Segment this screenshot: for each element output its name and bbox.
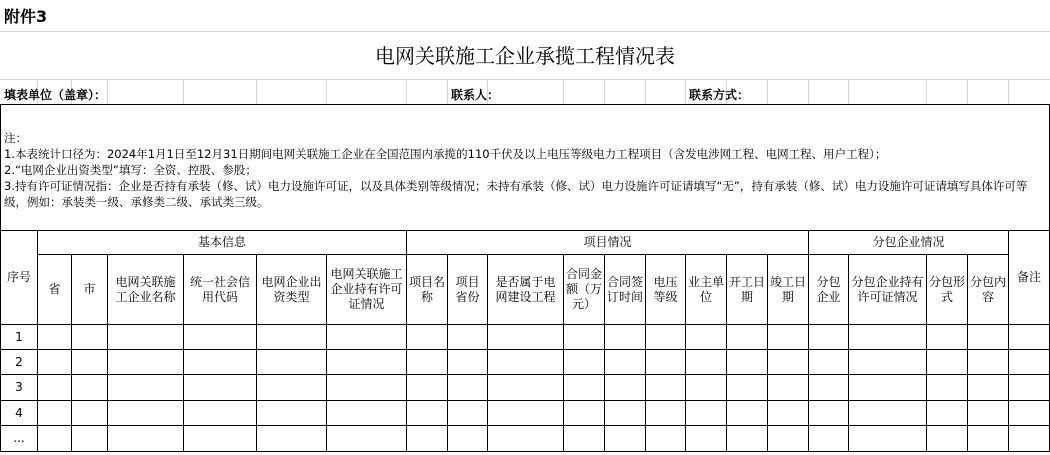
table-row [1,350,1050,375]
col-header: 分包内容 [968,255,1009,325]
table-row [1,426,1050,452]
page-title: 电网关联施工企业承揽工程情况表 [375,44,675,68]
note-item: 3.持有许可证情况指：企业是否持有承装（修、试）电力设施许可证，以及具体类别等级情况；未持有承装（修、试）电力设施许可证请填写“无”，持有承装（修、试）电力设施许可证请填写具体许可等级，例如：承装类一级、承修类二级、承试类三级。 [4,179,1028,209]
attachment-label: 附件3 [4,7,48,26]
contact-method-label: 联系方式： [689,88,750,102]
row-number: ... [1,426,38,452]
col-header: 是否属于电网建设工程 [488,255,564,325]
remarks-header: 备注 [1009,231,1050,325]
col-header: 项目名称 [407,255,448,325]
gridline [808,79,809,104]
col-header: 分包企业持有许可证情况 [849,255,927,325]
col-header: 合同签订时间 [605,255,646,325]
group-project-info: 项目情况 [407,231,809,255]
col-header: 开工日期 [727,255,768,325]
col-header: 项目省份 [448,255,488,325]
project-table [0,230,1050,452]
gridline [1008,79,1009,104]
col-header: 合同金额（万元） [564,255,605,325]
group-subcontract-info: 分包企业情况 [809,231,1009,255]
gridline [447,79,448,104]
gridline [767,79,768,104]
gridline [563,79,564,104]
gridline [848,79,849,104]
row-number: 1 [1,325,38,350]
col-header: 省 [38,255,72,325]
col-header: 电网关联施工企业名称 [108,255,184,325]
table-row [1,375,1050,401]
col-header: 统一社会信用代码 [184,255,257,325]
col-header: 电网企业出资类型 [257,255,327,325]
col-header: 竣工日期 [768,255,809,325]
table-row [1,325,1050,350]
gridline [0,79,1050,80]
note-item: 1.本表统计口径为：2024年1月1日至12月31日期间电网关联施工企业在全国范围内承揽的110千伏及以上电压等级电力工程项目（含发电涉网工程、电网工程、用户工程）； [4,147,887,161]
gridline [256,79,257,104]
col-header: 分包形式 [927,255,968,325]
col-header: 市 [72,255,108,325]
note-item: 2.“电网企业出资类型”填写：全资、控股、参股； [4,163,257,177]
col-header: 业主单位 [686,255,727,325]
seq-header: 序号 [1,231,38,325]
gridline [685,79,686,104]
row-number: 2 [1,350,38,375]
fill-unit-label: 填表单位（盖章）： [4,88,107,102]
gridline [107,79,108,104]
notes-heading: 注： [4,131,27,145]
gridline [645,79,646,104]
row-number: 4 [1,401,38,426]
gridline [967,79,968,104]
row-number: 3 [1,375,38,401]
gridline [926,79,927,104]
gridline [326,79,327,104]
col-header: 分包企业 [809,255,849,325]
contact-person-label: 联系人： [451,88,500,102]
gridline [0,31,1050,32]
col-header: 电网关联施工企业持有许可证情况 [327,255,407,325]
col-header: 电压等级 [646,255,686,325]
notes-block [4,130,1044,210]
gridline [183,79,184,104]
group-basic-info: 基本信息 [38,231,407,255]
table-row [1,401,1050,426]
gridline [604,79,605,104]
gridline [406,79,407,104]
